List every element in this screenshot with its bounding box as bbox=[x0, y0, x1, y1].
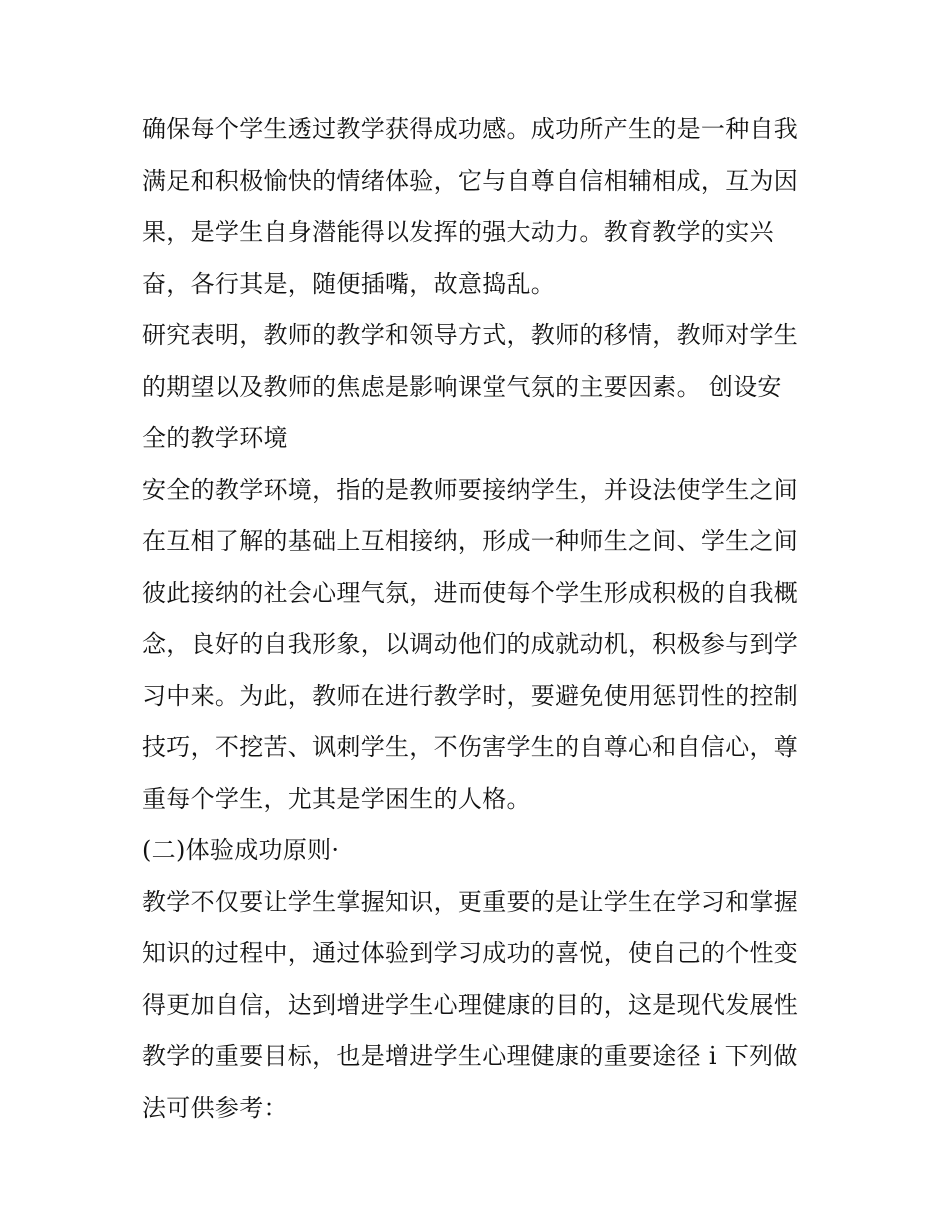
text-line: 习中来。为此，教师在进行教学时，要避免使用惩罚性的控制 bbox=[142, 681, 799, 710]
text-line: 果，是学生自身潜能得以发挥的强大动力。教育教学的实兴 bbox=[142, 218, 774, 246]
text-line: 奋，各行其是，随便插嘴，故意捣乱。 bbox=[142, 269, 556, 298]
document-body bbox=[142, 104, 822, 1134]
text-line: 技巧，不挖苦、讽刺学生，不伤害学生的自尊心和自信心，尊 bbox=[142, 733, 799, 761]
text-line: 安全的教学环境，指的是教师要接纳学生，并设法使学生之间 bbox=[142, 475, 799, 504]
text-line: 法可供参考： bbox=[142, 1093, 288, 1122]
text-line: 教学不仅要让学生掌握知识，更重要的是让学生在学习和掌握 bbox=[142, 887, 799, 916]
text-line: 研究表明，教师的教学和领导方式，教师的移情，教师对学生 bbox=[142, 321, 799, 349]
text-line: 知识的过程中，通过体验到学习成功的喜悦，使自己的个性变 bbox=[142, 939, 799, 967]
text-line: 在互相了解的基础上互相接纳，形成一种师生之间、学生之间 bbox=[142, 527, 799, 555]
text-line: 重每个学生，尤其是学困生的人格。 bbox=[142, 784, 531, 813]
text-line: 教学的重要目标，也是增进学生心理健康的重要途径 i 下列做 bbox=[142, 1042, 798, 1070]
text-line: 念，良好的自我形象，以调动他们的成就动机，积极参与到学 bbox=[142, 630, 799, 658]
text-line: 彼此接纳的社会心理气氛，进而使每个学生形成积极的自我概 bbox=[142, 578, 799, 607]
text-line: 确保每个学生透过教学获得成功感。成功所产生的是一种自我 bbox=[142, 115, 799, 143]
section-heading: 全的教学环境 bbox=[142, 424, 288, 452]
text-line: 满足和积极愉快的情绪体验，它与自尊自信相辅相成，互为因 bbox=[142, 166, 799, 195]
section-heading: (二)体验成功原则· bbox=[142, 836, 340, 864]
text-line: 得更加自信，达到增进学生心理健康的目的，这是现代发展性 bbox=[142, 990, 799, 1019]
text-line: 的期望以及教师的焦虑是影响课堂气氛的主要因素。 创设安 bbox=[142, 372, 782, 401]
